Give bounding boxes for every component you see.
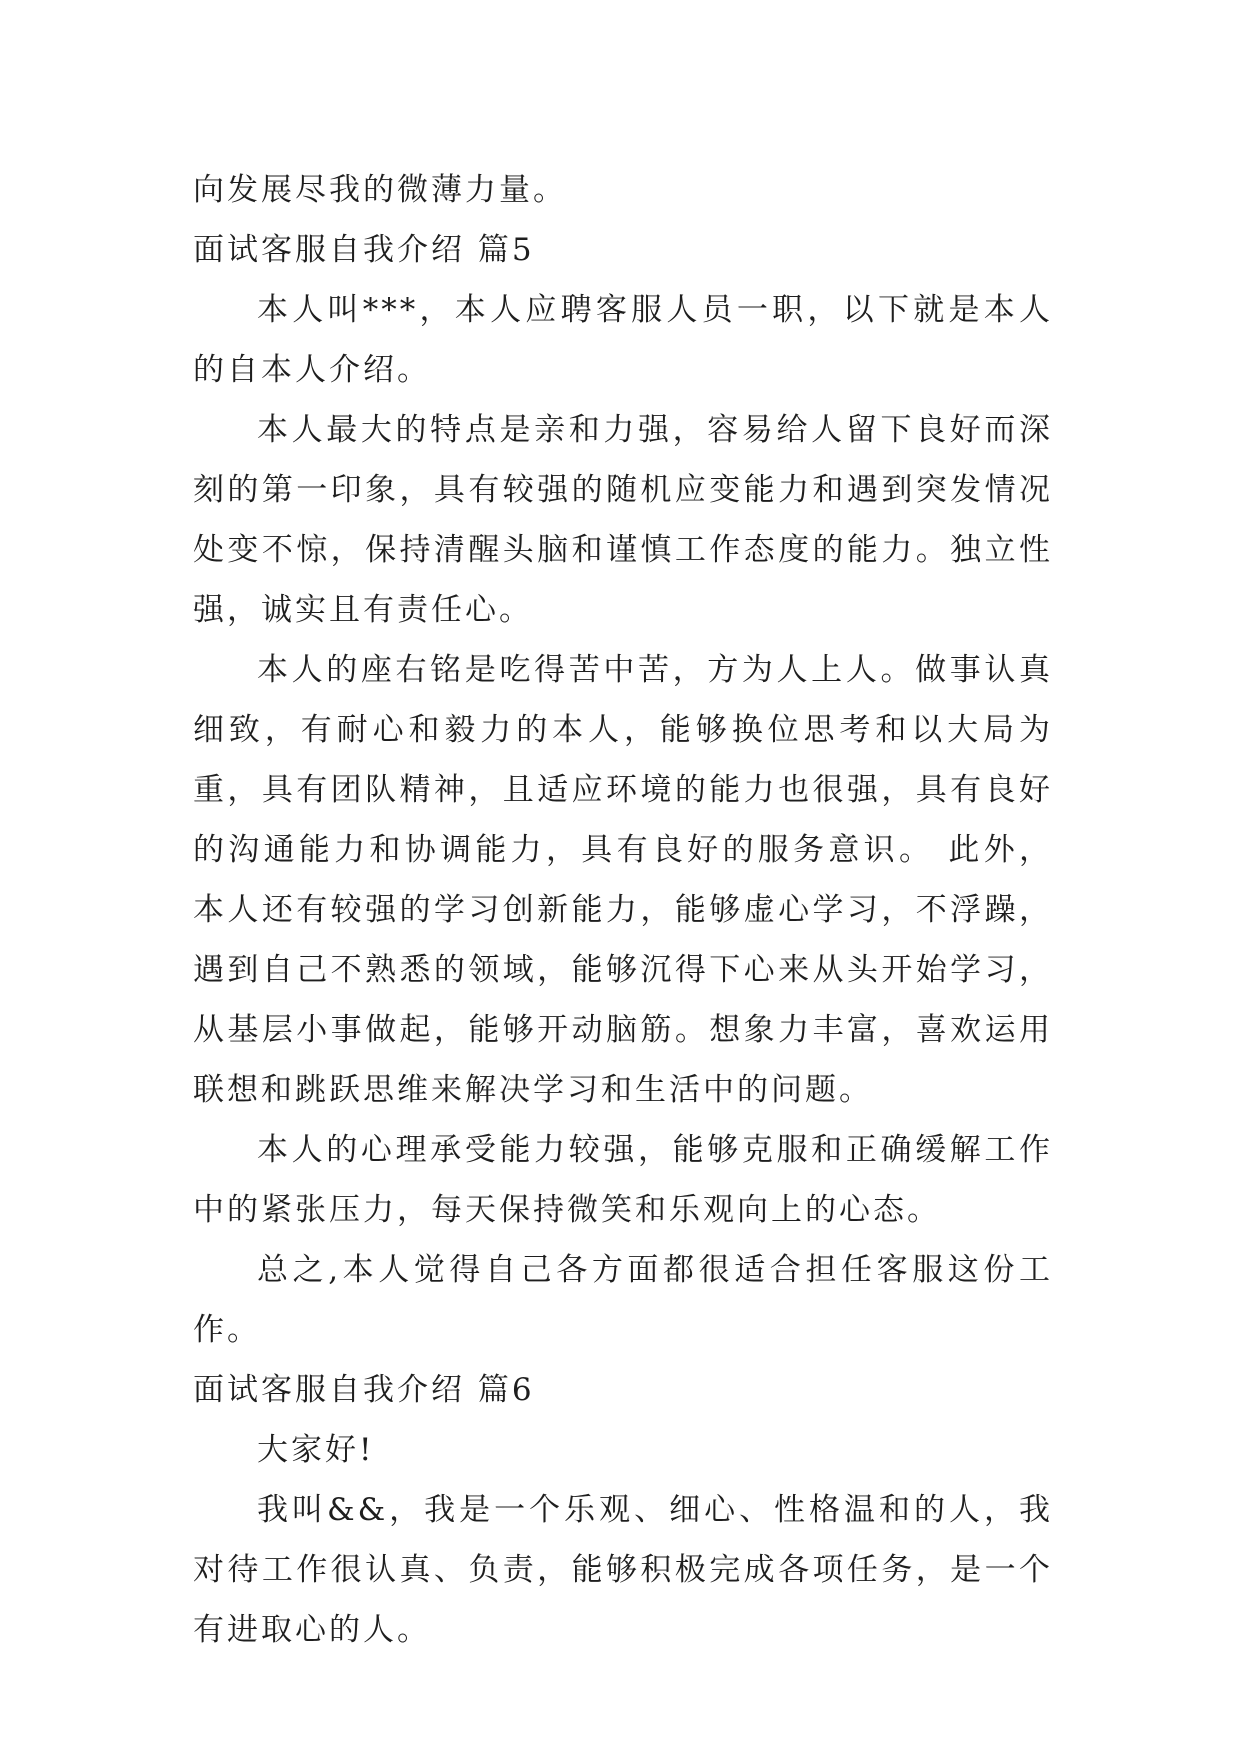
- section-heading-6: 面试客服自我介绍 篇6: [193, 1372, 535, 1408]
- paragraph-self-description: 我叫&&，我是一个乐观、细心、性格温和的人，我对待工作很认真、负责，能够积极完成各项任务，是一个有进取心的人。: [193, 1492, 1053, 1648]
- paragraph-traits: 本人最大的特点是亲和力强，容易给人留下良好而深刻的第一印象，具有较强的随机应变能力和遇到突发情况处变不惊，保持清醒头脑和谨慎工作态度的能力。独立性强，诚实且有责任心。: [193, 412, 1053, 628]
- document-body: [193, 160, 1053, 1660]
- paragraph-intro: 本人叫***，本人应聘客服人员一职，以下就是本人的自本人介绍。: [193, 292, 1053, 388]
- paragraph-conclusion: 总之,本人觉得自己各方面都很适合担任客服这份工作。: [193, 1252, 1053, 1348]
- paragraph-greeting: 大家好!: [257, 1432, 375, 1468]
- section-heading-5: 面试客服自我介绍 篇5: [193, 232, 535, 268]
- paragraph-pressure: 本人的心理承受能力较强，能够克服和正确缓解工作中的紧张压力，每天保持微笑和乐观向上的心态。: [193, 1132, 1053, 1228]
- paragraph-motto: 本人的座右铭是吃得苦中苦，方为人上人。做事认真细致，有耐心和毅力的本人，能够换位思考和以大局为重，具有团队精神，且适应环境的能力也很强，具有良好的沟通能力和协调能力，具有良好的服务意识。 此外，本人还有较强的学习创新能力，能够虚心学习，不浮躁，遇到自己不熟悉的领域，能够沉得下心来从头开始学习，从基层小事做起，能够开动脑筋。想象力丰富，喜欢运用联想和跳跃思维来解决学习和生活中的问题。: [193, 652, 1053, 1108]
- paragraph-continuation: 向发展尽我的微薄力量。: [193, 172, 567, 208]
